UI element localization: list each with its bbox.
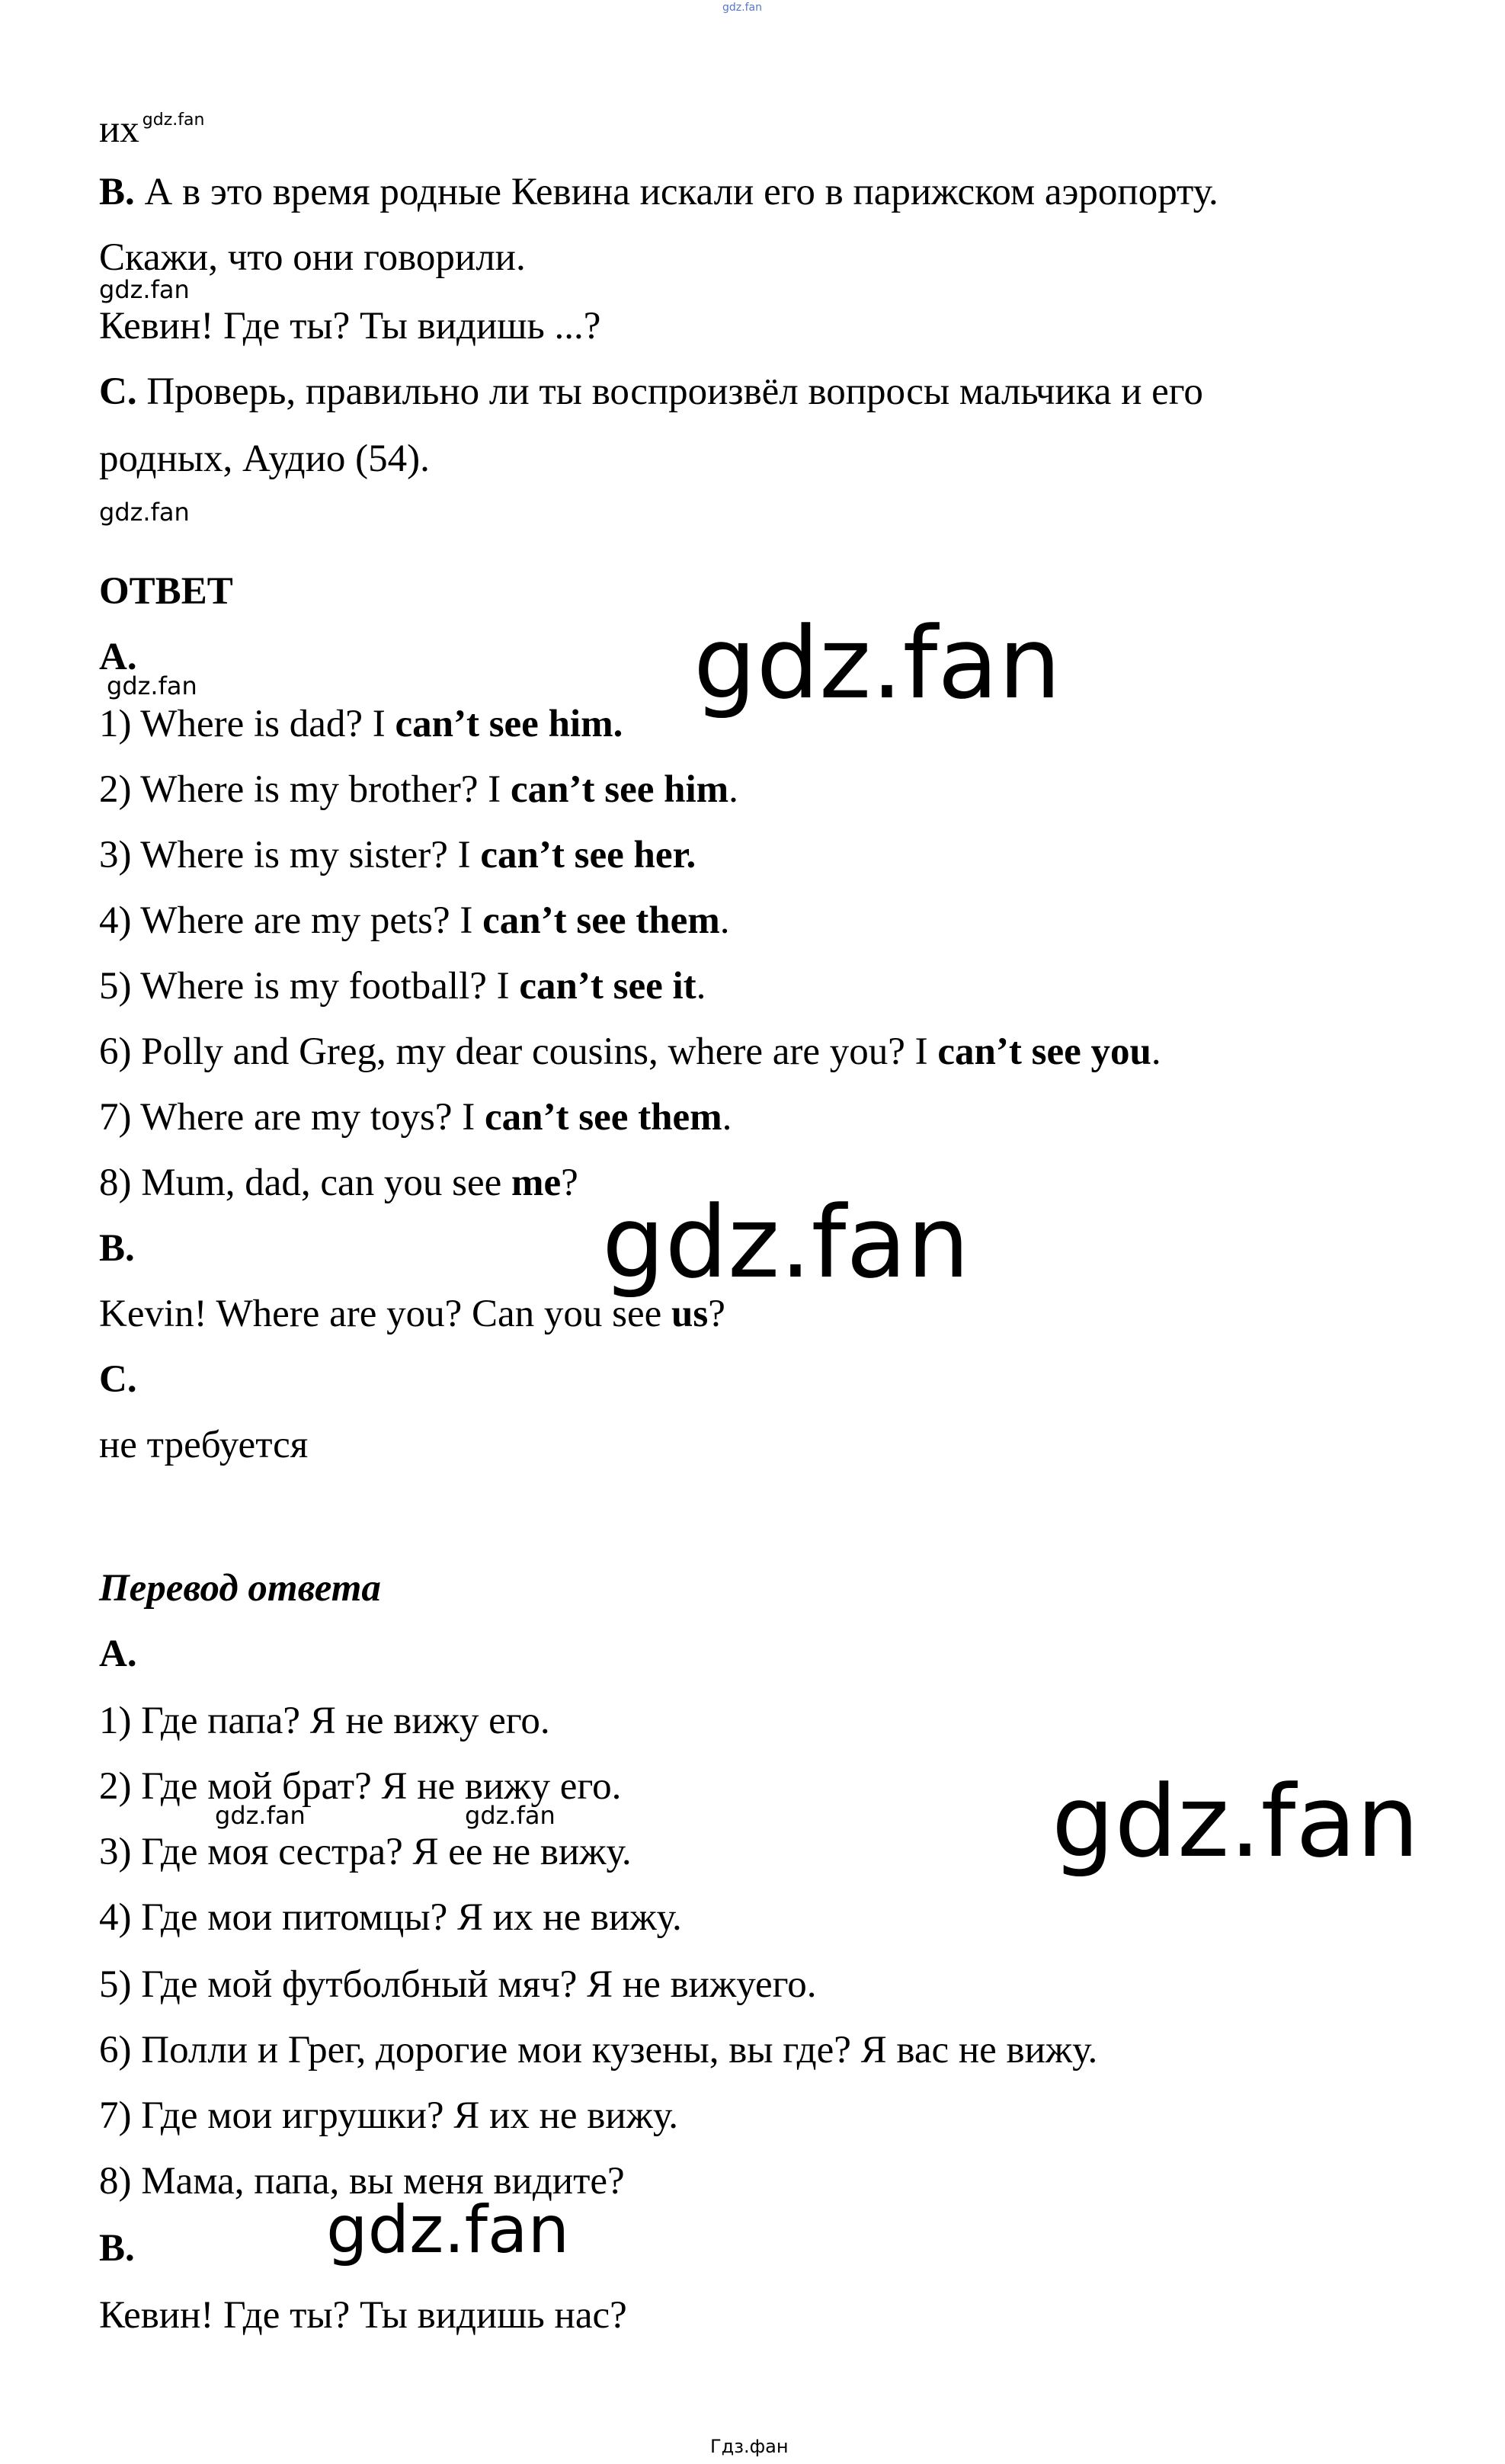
task-c-text-1: Проверь, правильно ли ты воспроизвёл вопросы мальчика и его [136, 370, 1203, 413]
answer-item-bold: me [511, 1162, 562, 1204]
answer-item-text: 4) Where are my pets? I [99, 899, 483, 942]
translation-item-8: 8) Мама, папа, вы меня видите? [99, 2160, 625, 2203]
task-c-line-2: родных, Аудио (54). [99, 437, 430, 480]
answer-heading: ОТВЕТ [99, 570, 233, 613]
translation-item-5: 5) Где мой футболбный мяч? Я не вижуего. [99, 1963, 817, 2006]
task-b-line-2: Скажи, что они говорили. [99, 236, 526, 279]
answer-item-bold: can’t see them [482, 899, 720, 942]
answer-item-bold: can’t see him. [395, 703, 623, 745]
watermark-small-4: gdz.fan [215, 1801, 306, 1830]
translation-b-text: Кевин! Где ты? Ты видишь нас? [99, 2294, 627, 2337]
translation-item-3: 3) Где моя сестра? Я ее не вижу. [99, 1831, 632, 1873]
watermark-top: gdz.fan [722, 2, 762, 14]
answer-item-tail: . [728, 768, 738, 811]
answer-b-label: B. [99, 1227, 135, 1270]
answer-a-label: A. [99, 636, 137, 678]
translation-item-6: 6) Полли и Грег, дорогие мои кузены, вы где? Я вас не вижу. [99, 2029, 1098, 2071]
answer-item-4 [99, 898, 729, 944]
watermark-footer: Гдз.фан [710, 2436, 789, 2457]
translation-item-7: 7) Где мои игрушки? Я их не вижу. [99, 2094, 679, 2137]
answer-item-bold: can’t see him [511, 768, 729, 811]
watermark-big-4: gdz.fan [326, 2192, 570, 2268]
watermark-small-5: gdz.fan [465, 1801, 556, 1830]
translation-item-4: 4) Где мои питомцы? Я их не вижу. [99, 1896, 682, 1939]
watermark-small-2: gdz.fan [99, 498, 190, 527]
answer-item-tail: ? [561, 1162, 578, 1204]
answer-item-bold: can’t see her. [480, 834, 696, 876]
answer-item-5 [99, 963, 706, 1009]
task-b-text-1: А в это время родные Кевина искали его в парижском аэропорту. [134, 171, 1218, 213]
answer-item-6 [99, 1029, 1161, 1075]
answer-item-bold: can’t see it [519, 965, 696, 1008]
answer-c-label: C. [99, 1358, 137, 1401]
answer-c-text: не требуется [99, 1424, 309, 1466]
task-b-label: B. [99, 171, 135, 213]
task-c-line-1 [99, 369, 1203, 415]
answer-item-text: 5) Where is my football? I [99, 965, 520, 1008]
answer-item-tail: . [722, 1096, 732, 1139]
answer-item-bold: can’t see them [485, 1096, 722, 1139]
answer-item-text: 2) Where is my brother? I [99, 768, 511, 811]
answer-b-plain: Kevin! Where are you? Can you see [99, 1293, 672, 1335]
answer-item-text: 8) Mum, dad, can you see [99, 1162, 512, 1204]
task-b-line-1 [99, 169, 1218, 215]
task-b-example: Кевин! Где ты? Ты видишь ...? [99, 305, 601, 348]
answer-item-2 [99, 767, 738, 812]
watermark-small-1: gdz.fan [99, 275, 190, 304]
answer-item-7 [99, 1094, 732, 1140]
translation-heading: Перевод ответа [99, 1567, 381, 1610]
task-line-0 [99, 107, 205, 152]
watermark-big-3: gdz.fan [1052, 1764, 1420, 1879]
watermark-small-3: gdz.fan [107, 671, 197, 700]
answer-item-text: 6) Polly and Greg, my dear cousins, where are you? I [99, 1030, 938, 1073]
answer-item-tail: . [1151, 1030, 1161, 1073]
translation-a-label: A. [99, 1633, 137, 1675]
task-c-label: C. [99, 370, 137, 413]
answer-item-tail: . [719, 899, 730, 942]
answer-item-text: 3) Where is my sister? I [99, 834, 481, 876]
watermark-big-2: gdz.fan [602, 1184, 970, 1300]
answer-b-tail: ? [708, 1293, 725, 1335]
answer-item-tail: . [696, 965, 706, 1008]
answer-b-text [99, 1291, 725, 1337]
translation-item-2: 2) Где мой брат? Я не вижу его. [99, 1765, 622, 1808]
answer-item-text: 7) Where are my toys? I [99, 1096, 485, 1139]
answer-item-text: 1) Where is dad? I [99, 703, 395, 745]
watermark-superscript: gdz.fan [142, 111, 205, 130]
answer-item-3 [99, 832, 696, 878]
translation-b-label: B. [99, 2227, 135, 2270]
answer-item-8 [99, 1160, 578, 1206]
translation-item-1: 1) Где папа? Я не вижу его. [99, 1700, 550, 1742]
task-word: их [99, 108, 139, 151]
answer-item-bold: can’t see you [937, 1030, 1151, 1073]
answer-item-1 [99, 701, 623, 747]
answer-b-bold: us [671, 1293, 709, 1335]
watermark-big-1: gdz.fan [693, 605, 1062, 721]
